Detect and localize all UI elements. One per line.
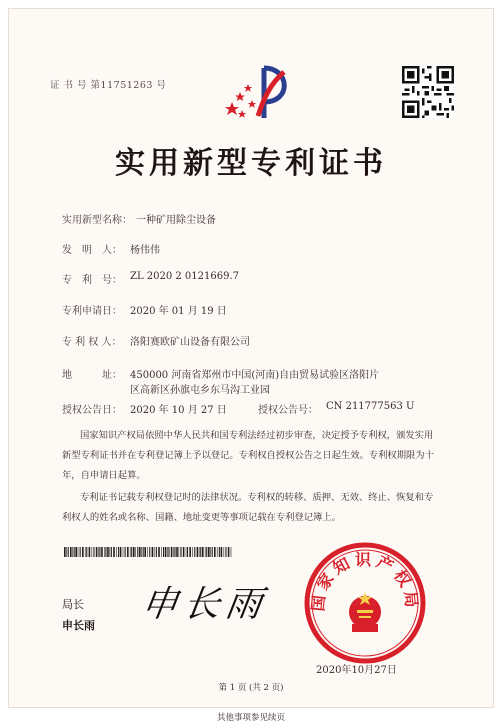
utility-model-name: 一种矿用除尘设备 [136,215,216,226]
grant-number-label: 授权公告号： [258,405,318,416]
body-paragraph-2-line-1: 专利证书记载专利权登记时的法律状况。专利权的转移、质押、无效、终止、恢复和专 [80,492,434,503]
seal-text: 国家知识产权局 [308,550,422,613]
patent-number: ZL 2020 2 0121669.7 [130,271,240,282]
body-paragraph-1-line-3: 年，自申请日起算。 [62,470,146,481]
filing-date-label: 专利申请日： [62,306,122,317]
grant-date: 2020 年 10 月 27 日 [130,405,227,416]
certificate-title: 实用新型专利证书 [115,146,387,181]
utility-model-name-label: 实用新型名称： [62,215,132,226]
address-line-1: 450000 河南省郑州市中国(河南)自由贸易试验区洛阳片 [130,370,380,381]
director-name-label: 申长雨 [62,619,95,632]
inventor: 杨伟伟 [130,245,160,256]
official-seal-icon [302,540,428,666]
qr-code-icon [402,66,454,118]
grant-date-label: 授权公告日： [62,405,122,416]
address-label: 地 址： [62,370,122,381]
director-title-label: 局长 [62,598,84,611]
filing-date: 2020 年 01 月 19 日 [130,306,227,317]
page-indicator: 第 1 页 (共 2 页) [218,683,284,693]
continuation-note: 其他事项参见续页 [216,713,285,723]
patentee-label: 专 利 权 人： [62,337,122,348]
certificate-number: 证 书 号 第11751263 号 [50,80,167,91]
cnipa-logo-icon [218,62,298,124]
address-line-2: 区高新区孙旗屯乡东马沟工业园 [130,385,270,396]
seal-date: 2020年10月27日 [316,665,397,676]
body-paragraph-1-line-2: 新型专利证书并在专利登记簿上予以登记。专利权自授权公告之日起生效。专利权期限为十 [62,450,434,461]
body-paragraph-2-line-2: 利权人的姓名或名称、国籍、地址变更等事项记载在专利登记簿上。 [62,512,341,523]
grant-number: CN 211777563 U [326,401,415,412]
inventor-label: 发 明 人： [62,245,122,256]
patent-number-label: 专 利 号： [62,275,122,286]
patentee: 洛阳赛欧矿山设备有限公司 [130,337,250,348]
body-paragraph-2 [62,488,433,528]
director-signature: 申长雨 [138,584,271,625]
body-paragraph-1 [62,426,434,486]
barcode-icon [64,547,234,557]
body-paragraph-1-line-1: 国家知识产权局依照中华人民共和国专利法经过初步审查，决定授予专利权，颁发实用 [80,430,434,441]
